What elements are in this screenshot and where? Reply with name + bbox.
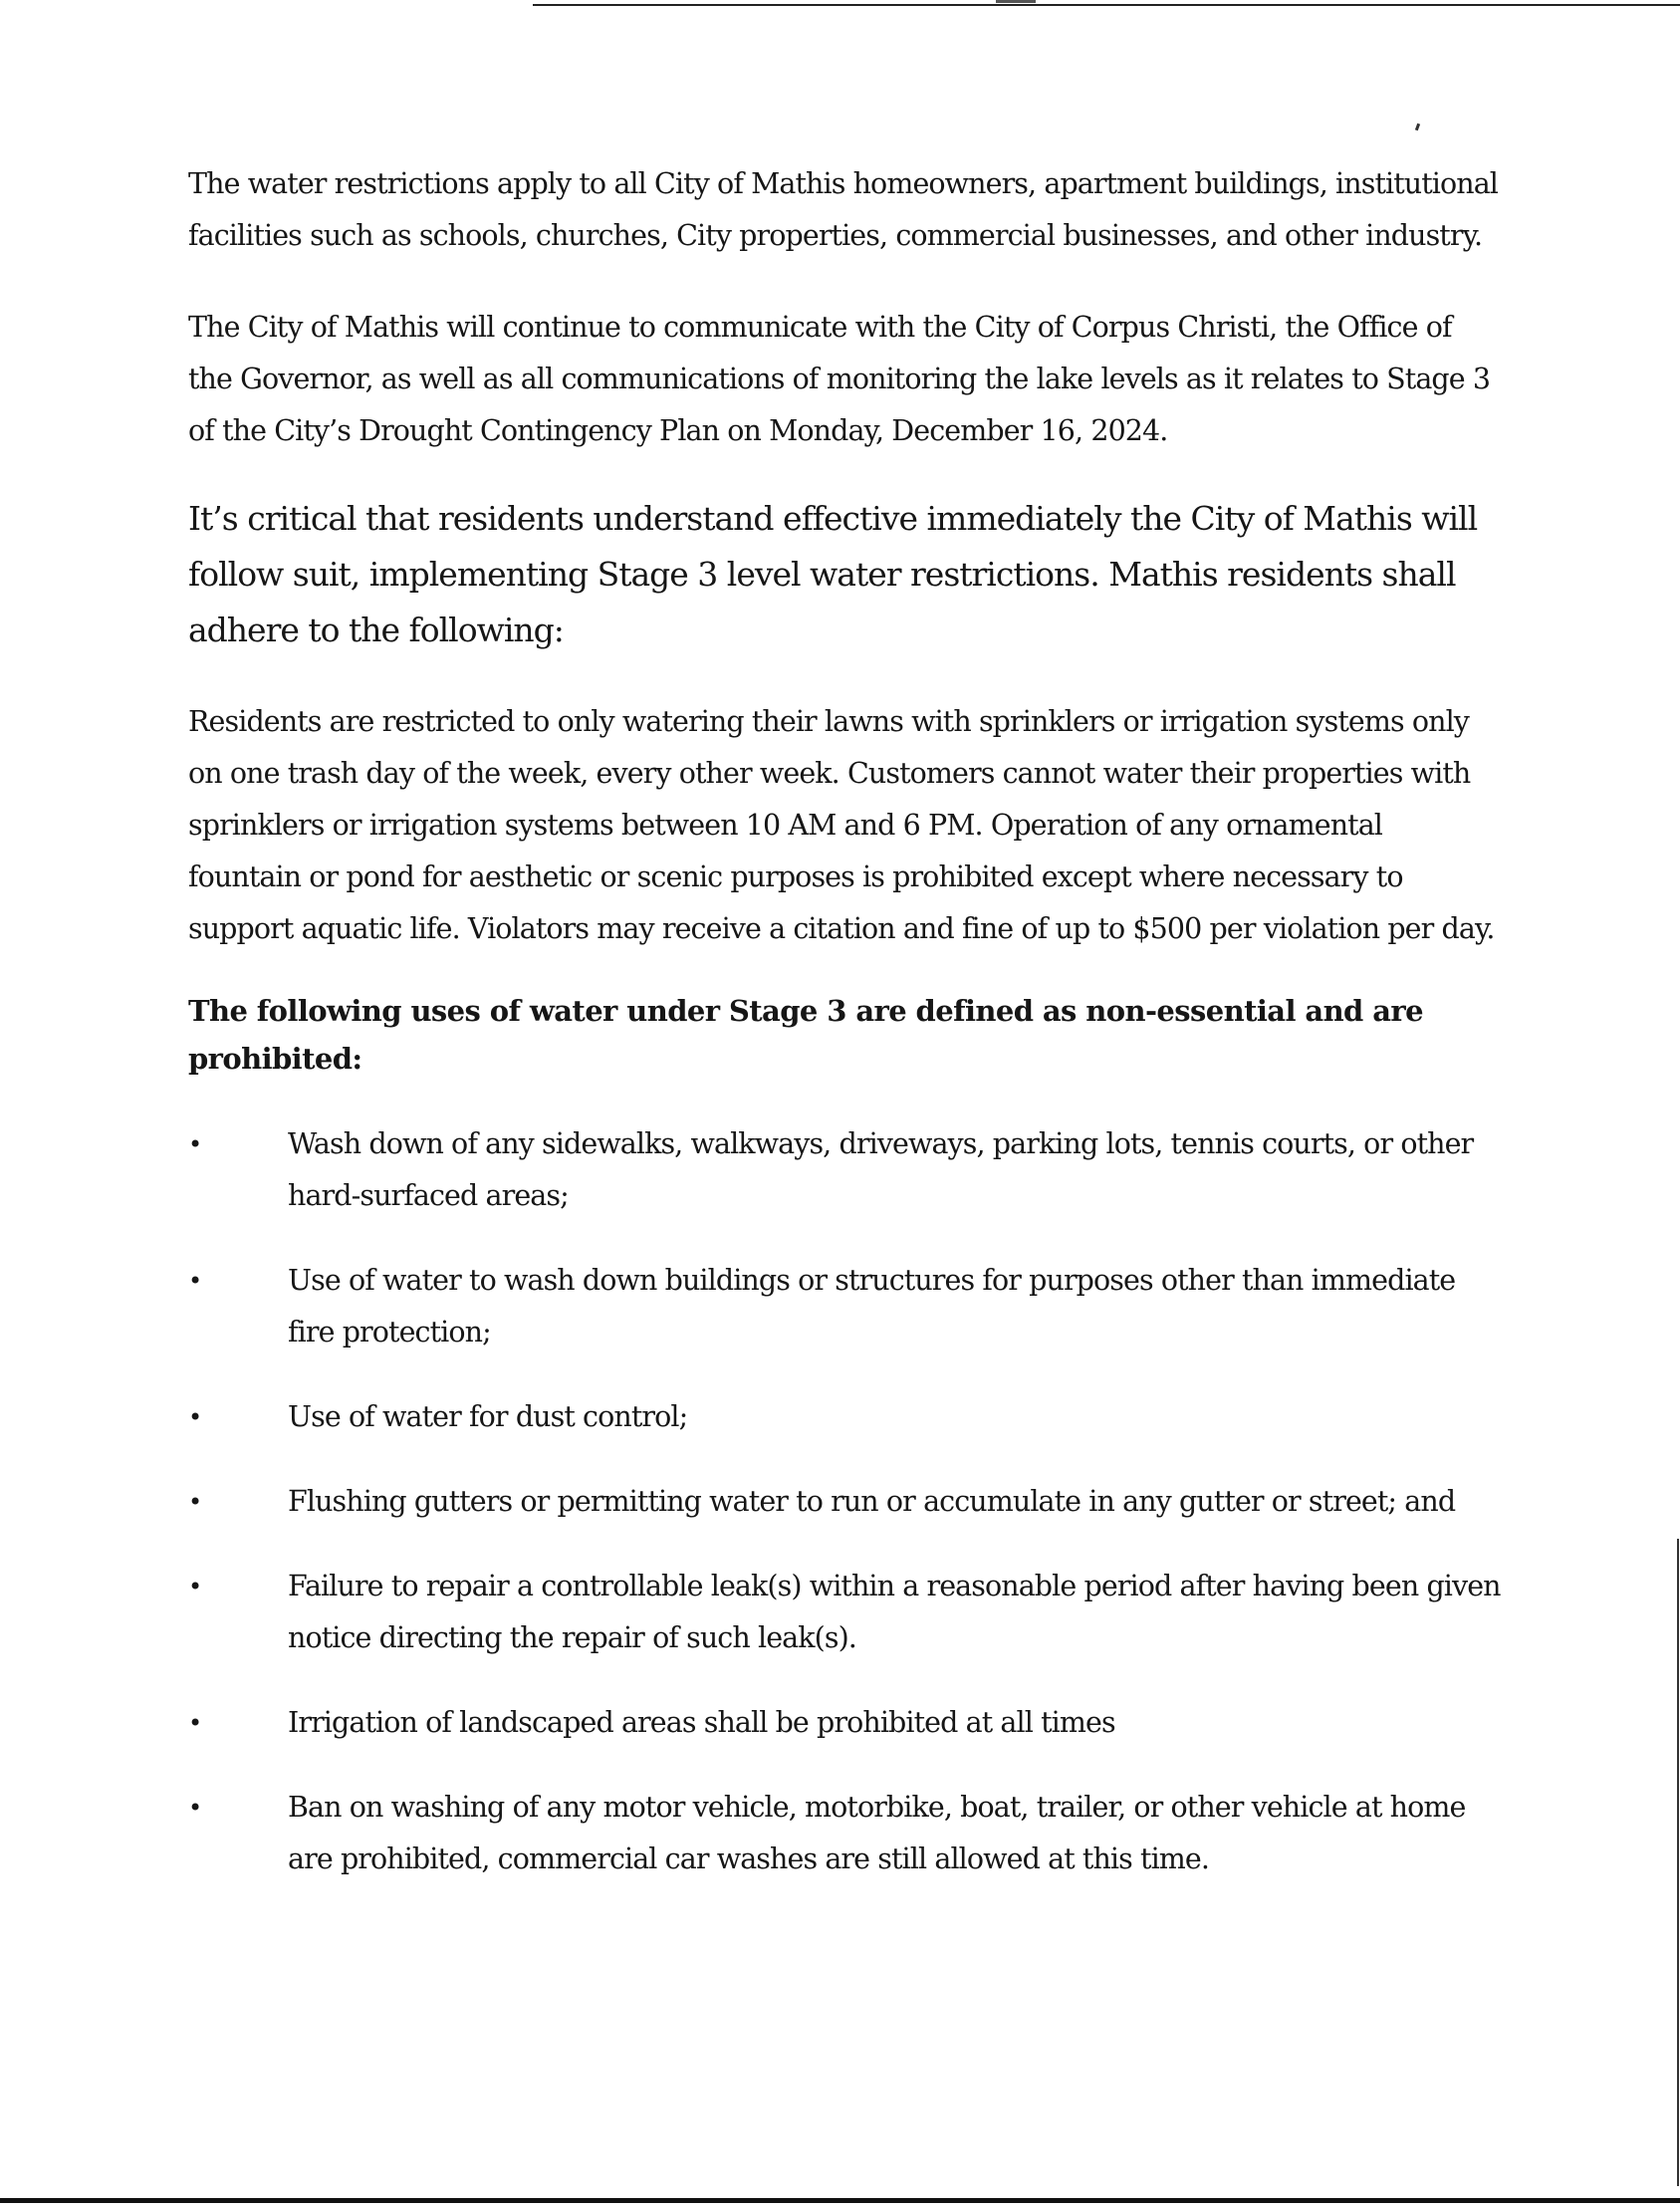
right-page-edge xyxy=(1677,1539,1679,2186)
bullet-icon: • xyxy=(188,1267,202,1295)
bullet-icon: • xyxy=(188,1488,202,1516)
paragraph-applicability: The water restrictions apply to all City of Mathis homeowners, apartment buildings, institutional facilities such as schools, churches, City properties, commercial businesses, and other industry. xyxy=(188,167,1499,252)
top-border-line xyxy=(533,4,1680,6)
bullet-icon: • xyxy=(188,1130,202,1158)
document-body xyxy=(188,158,1503,1918)
list-item xyxy=(188,1697,1503,1749)
list-item xyxy=(188,1782,1503,1885)
list-item-text: Use of water for dust control; xyxy=(288,1400,688,1433)
list-item-text: Wash down of any sidewalks, walkways, driveways, parking lots, tennis courts, or other hard-surfaced areas; xyxy=(288,1127,1474,1212)
prohibited-uses-heading: The following uses of water under Stage 3 are defined as non-essential and are prohibited: xyxy=(188,994,1423,1076)
paragraph-communication: The City of Mathis will continue to communicate with the City of Corpus Christi, the Office of the Governor, as well as all communications of monitoring the lake levels as it relates to Stage 3 of the City’s Drought Contingency Plan on Monday, December 16, 2024. xyxy=(188,311,1491,447)
bullet-icon: • xyxy=(188,1403,202,1431)
list-item xyxy=(188,1391,1503,1443)
paragraph-watering-rules: Residents are restricted to only watering their lawns with sprinklers or irrigation systems only on one trash day of the week, every other week. Customers cannot water their properties with sprinklers or irrigation systems between 10 AM and 6 PM. Operation of any ornamental fountain or pond for aesthetic or scenic purposes is prohibited except where necessary to support aquatic life. Violators may receive a citation and fine of up to $500 per violation per day. xyxy=(188,705,1495,945)
bullet-icon: • xyxy=(188,1709,202,1737)
bullet-icon: • xyxy=(188,1573,202,1600)
list-item-text: Failure to repair a controllable leak(s) within a reasonable period after having been given notice directing the repair of such leak(s). xyxy=(288,1570,1501,1654)
list-item xyxy=(188,1476,1503,1528)
bottom-border-line xyxy=(0,2198,1680,2203)
list-item-text: Use of water to wash down buildings or structures for purposes other than immediate fire protection; xyxy=(288,1264,1456,1349)
bullet-icon: • xyxy=(188,1794,202,1822)
list-item xyxy=(188,1255,1503,1358)
list-item-text: Flushing gutters or permitting water to run or accumulate in any gutter or street; and xyxy=(288,1485,1456,1518)
list-item xyxy=(188,1561,1503,1664)
top-scan-mark xyxy=(996,0,1036,3)
list-item-text: Irrigation of landscaped areas shall be prohibited at all times xyxy=(288,1706,1115,1739)
list-item-text: Ban on washing of any motor vehicle, motorbike, boat, trailer, or other vehicle at home are prohibited, commercial car washes are still allowed at this time. xyxy=(288,1791,1466,1875)
stray-ink-mark xyxy=(1415,123,1420,131)
paragraph-stage3-notice: It’s critical that residents understand effective immediately the City of Mathis will follow suit, implementing Stage 3 level water restrictions. Mathis residents shall adhere to the following: xyxy=(188,499,1478,649)
prohibited-uses-list xyxy=(188,1118,1503,1885)
list-item xyxy=(188,1118,1503,1222)
